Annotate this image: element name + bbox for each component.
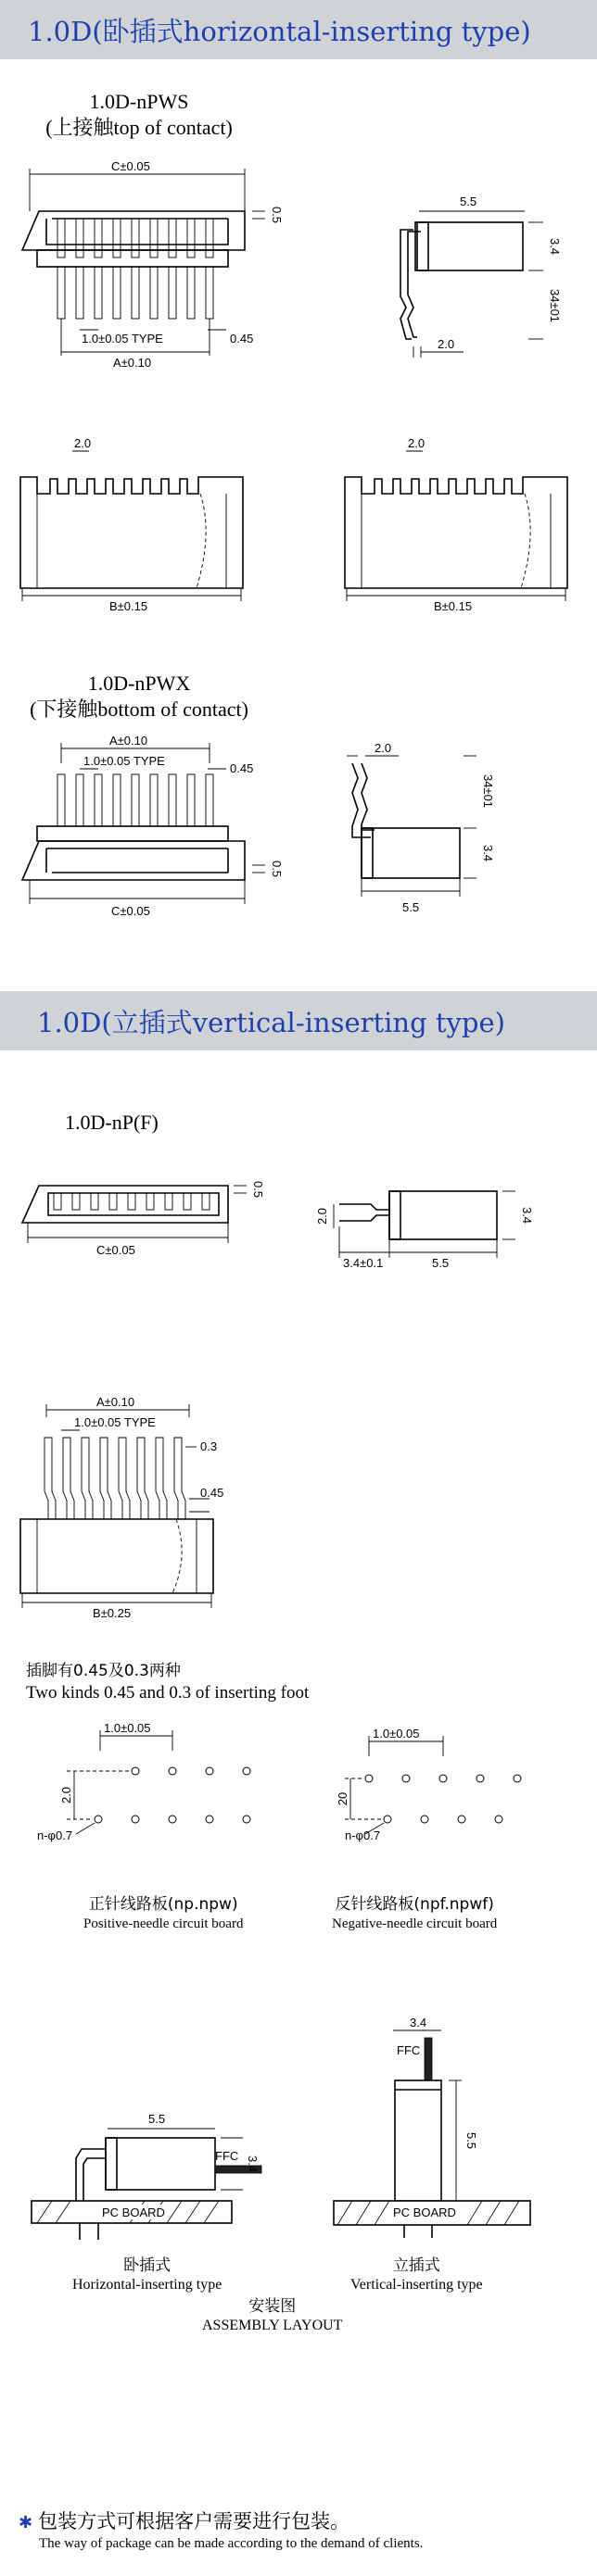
npf-model: 1.0D-nP(F) [65, 1111, 159, 1134]
dim-c-npwx: C±0.05 [111, 904, 150, 918]
dim-55: 5.5 [460, 195, 477, 208]
dim-05-npf: 0.5 [251, 1180, 265, 1199]
dim-20-npf: 2.0 [315, 1207, 329, 1225]
package-note [19, 2507, 349, 2534]
bottom-view-right [345, 436, 567, 613]
section-banner-horizontal [0, 0, 597, 59]
dim-3401-side: 34±01 [548, 288, 562, 323]
dim-34-side: 3.4 [548, 237, 562, 256]
feet-note-en: Two kinds 0.45 and 0.3 of inserting foot [26, 1683, 310, 1703]
dim-20-side: 2.0 [438, 337, 455, 351]
dim-c-npf: C±0.05 [96, 1243, 135, 1257]
dim-55-asm: 5.5 [148, 2112, 166, 2126]
dim-20-neg: 20 [336, 1791, 349, 1806]
dim-20-pos: 2.0 [59, 1786, 73, 1804]
asm-h-en: Horizontal-inserting type [72, 2277, 222, 2293]
dim-34-npf: 3.4 [520, 1206, 534, 1225]
dim-c: C±0.05 [111, 159, 150, 173]
section-banner-vertical [0, 991, 597, 1050]
asm-v-en: Vertical-inserting type [350, 2277, 483, 2293]
npwx-subtitle: (下接触bottom of contact) [30, 697, 248, 721]
dim-pitch-pos: 1.0±0.05 [104, 1721, 151, 1735]
dim-a-npwx: A±0.10 [109, 734, 148, 748]
pcboard-label-h: PC BOARD [102, 2205, 165, 2219]
dim-b-right: B±0.15 [434, 599, 473, 613]
dim-55-vasm: 5.5 [464, 2131, 478, 2150]
asm-title-en: ASSEMBLY LAYOUT [202, 2318, 343, 2333]
dim-pitch-neg: 1.0±0.05 [373, 1727, 420, 1740]
asm-v-cn: 立插式 [392, 2256, 440, 2275]
npf-pins [44, 1438, 185, 1519]
asm-title-cn: 安装图 [248, 2297, 297, 2316]
pcb-neg-cn: 反针线路板(npf.npwf) [335, 1895, 494, 1914]
dim-type: 1.0±0.05 TYPE [82, 332, 163, 346]
dim-a: A±0.10 [113, 356, 152, 370]
dim-045: 0.45 [230, 332, 254, 346]
section-title-horizontal: 1.0D(卧插式horizontal-inserting type) [28, 16, 531, 47]
dim-34-vasm: 3.4 [410, 2016, 427, 2029]
dim-hole-pos: n-φ0.7 [37, 1828, 73, 1842]
feet-note [26, 1660, 309, 1704]
npws-bottom-views [0, 421, 597, 613]
assembly-horizontal-caption [72, 2255, 222, 2293]
npws-subtitle: (上接触top of contact) [45, 116, 233, 139]
pcb-pos-en: Positive-needle circuit board [83, 1916, 244, 1931]
bottom-view-left [20, 436, 243, 613]
dim-55-npwx: 5.5 [402, 900, 420, 914]
dim-b-npf: B±0.25 [93, 1606, 132, 1620]
pcb-negative-pattern [336, 1727, 521, 1842]
npws-model: 1.0D-nPWS [89, 90, 189, 113]
pcb-hole-patterns [0, 1723, 597, 1890]
dim-type-npwx: 1.0±0.05 TYPE [83, 754, 165, 768]
dim-3401-npwx: 34±01 [481, 773, 495, 809]
pcb-negative-caption [332, 1893, 497, 1932]
assembly-layout-title [202, 2295, 342, 2334]
dim-03-npf: 0.3 [200, 1439, 218, 1453]
dim-20-npwx: 2.0 [375, 741, 392, 755]
npwx-side-view [0, 732, 597, 945]
dim-a-npf: A±0.10 [96, 1395, 135, 1409]
pcboard-label-v: PC BOARD [393, 2205, 456, 2219]
pcb-pos-cn: 正针线路板(np.npw) [88, 1895, 238, 1914]
assembly-horizontal [32, 2112, 261, 2240]
pcb-positive-pattern [37, 1721, 250, 1842]
dim-045-npwx: 0.45 [230, 761, 254, 775]
dim-045-npf: 0.45 [200, 1486, 224, 1500]
npws-heading [28, 89, 250, 141]
dim-55-npf: 5.5 [432, 1256, 450, 1270]
npf-side-view [0, 1167, 597, 1325]
pcb-positive-caption [83, 1893, 243, 1932]
package-note-cn: 包装方式可根据客户需要进行包装。 [38, 2510, 350, 2532]
dim-34-npwx: 3.4 [481, 844, 495, 862]
assembly-vertical-caption [350, 2255, 483, 2293]
feet-note-cn: 插脚有0.45及0.3两种 [26, 1662, 181, 1680]
dim-type-npf: 1.0±0.05 TYPE [74, 1415, 156, 1429]
npwx-heading [0, 671, 278, 723]
section-title-vertical: 1.0D(立插式vertical-inserting type) [37, 1007, 505, 1038]
npws-side-view [0, 157, 597, 398]
dim-20-b1: 2.0 [74, 436, 92, 450]
dim-05-npwx: 0.5 [270, 860, 284, 878]
asm-h-cn: 卧插式 [123, 2256, 171, 2275]
dim-hole-neg: n-φ0.7 [345, 1828, 381, 1842]
package-note-en: The way of package can be made according to the demand of clients. [39, 2536, 424, 2551]
pcb-neg-en: Negative-needle circuit board [332, 1916, 498, 1931]
ffc-label-h: FFC [215, 2149, 239, 2163]
dim-b-left: B±0.15 [109, 599, 148, 613]
asterisk-icon: ✱ [19, 2513, 33, 2532]
ffc-label-v: FFC [397, 2043, 421, 2057]
npf-bottom-view [0, 1389, 597, 1630]
npwx-model: 1.0D-nPWX [87, 672, 191, 695]
dim-05: 0.5 [270, 206, 284, 224]
assembly-vertical [334, 2016, 530, 2238]
dim-341-npf: 3.4±0.1 [343, 1256, 384, 1270]
dim-34-asm: 3.4 [246, 2155, 260, 2173]
dim-20-b2: 2.0 [408, 436, 426, 450]
